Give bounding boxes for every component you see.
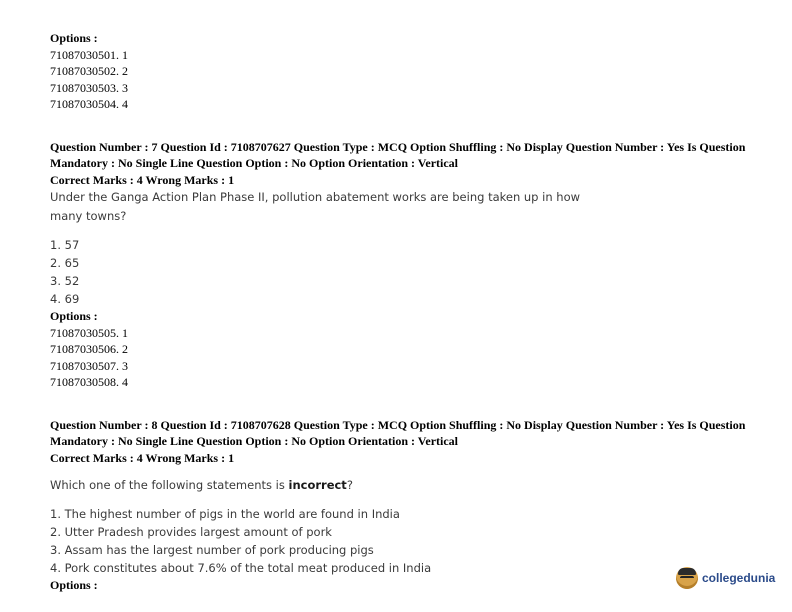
- answer-choices: [50, 236, 760, 308]
- question-text-line: many towns?: [50, 209, 127, 223]
- question-text-part: Which one of the following statements is: [50, 478, 289, 492]
- option-code: 71087030506. 2: [50, 342, 128, 356]
- question-meta-line: Question Number : 8 Question Id : 7108707628 Question Type : MCQ Option Shuffling : No Display Question Number : Yes Is Question: [50, 417, 746, 432]
- answer-choice: 1. The highest number of pigs in the world are found in India: [50, 507, 400, 521]
- options-heading: Options :: [50, 578, 98, 592]
- option-code: 71087030508. 4: [50, 375, 128, 389]
- option-code: 71087030504. 4: [50, 97, 128, 111]
- option-code: 71087030503. 3: [50, 80, 128, 95]
- question-text: [50, 476, 760, 495]
- answer-choice: 3. Assam has the largest number of pork producing pigs: [50, 543, 374, 557]
- question-text: [50, 188, 760, 226]
- document-page: [50, 30, 760, 594]
- options-heading: Options :: [50, 309, 98, 323]
- question-meta: [50, 417, 760, 467]
- option-code: 71087030505. 1: [50, 325, 128, 340]
- question-marks: Correct Marks : 4 Wrong Marks : 1: [50, 450, 235, 465]
- answer-choice: 4. Pork constitutes about 7.6% of the total meat produced in India: [50, 561, 432, 575]
- question-meta-line: Question Number : 7 Question Id : 7108707627 Question Type : MCQ Option Shuffling : No Display Question Number : Yes Is Question: [50, 139, 746, 154]
- question-meta-line: Mandatory : No Single Line Question Option : No Option Orientation : Vertical: [50, 156, 459, 170]
- question-8: [50, 417, 760, 594]
- question-meta-line: Mandatory : No Single Line Question Option : No Option Orientation : Vertical: [50, 434, 459, 448]
- answer-choice: 3. 52: [50, 274, 80, 288]
- answer-choice: 2. Utter Pradesh provides largest amount of pork: [50, 525, 332, 539]
- options-block: [50, 308, 760, 391]
- question-text-part: ?: [346, 478, 353, 492]
- logo-name: collegedunia: [702, 570, 776, 585]
- answer-choice: 2. 65: [50, 256, 80, 270]
- answer-choices: [50, 505, 760, 577]
- option-code: 71087030501. 1: [50, 47, 128, 62]
- answer-choice: 4. 69: [50, 292, 80, 306]
- collegedunia-logo: [676, 566, 786, 590]
- question-meta: [50, 139, 760, 189]
- prev-options-block: [50, 30, 760, 113]
- question-marks: Correct Marks : 4 Wrong Marks : 1: [50, 172, 235, 187]
- question-7: [50, 139, 760, 391]
- answer-choice: 1. 57: [50, 238, 80, 252]
- option-code: 71087030507. 3: [50, 358, 128, 373]
- option-code: 71087030502. 2: [50, 64, 128, 78]
- question-text-line: Under the Ganga Action Plan Phase II, pollution abatement works are being taken up in how: [50, 190, 581, 204]
- question-text-emphasis: incorrect: [288, 478, 347, 492]
- options-heading: Options :: [50, 31, 98, 45]
- mascot-face-icon: [676, 567, 698, 589]
